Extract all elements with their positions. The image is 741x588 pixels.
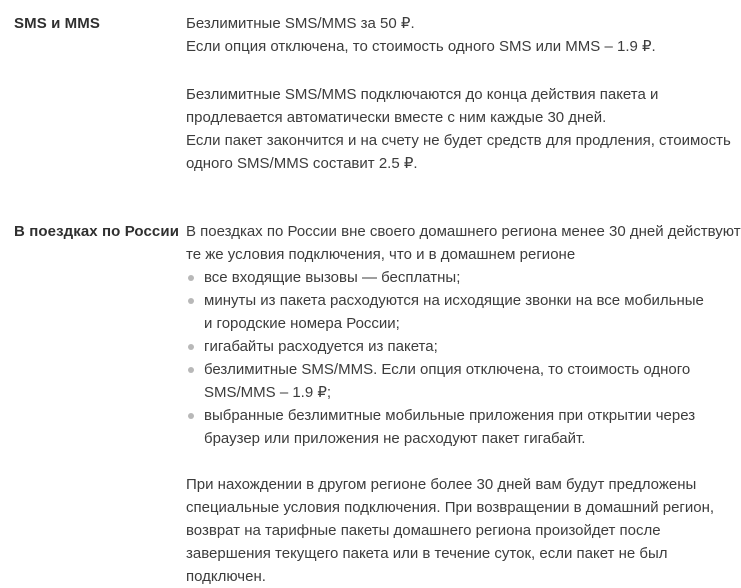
section-content-sms-mms (186, 12, 731, 175)
text-line: При нахождении в другом регионе более 30 дней вам будут предложены (186, 476, 697, 493)
bullet-icon (188, 275, 194, 281)
text-line: возврат на тарифные пакеты домашнего региона произойдет после (186, 522, 661, 539)
text-line: Безлимитные SMS/MMS подключаются до конца действия пакета и (186, 86, 659, 103)
text-line: Если пакет закончится и на счету не будет средств для продления, стоимость (186, 132, 731, 149)
section-travel-russia (14, 220, 741, 588)
paragraph (186, 12, 731, 58)
paragraph (186, 473, 741, 588)
list-item (186, 404, 741, 450)
text-line: завершения текущего пакета или в течение суток, если пакет не был (186, 545, 668, 562)
bullet-icon (188, 367, 194, 373)
list-item (186, 266, 741, 289)
list-item-text (204, 335, 741, 358)
text-line: браузер или приложения не расходуют пакет гигабайт. (204, 430, 586, 447)
section-content-travel-russia (186, 220, 741, 588)
section-label-sms-mms: SMS и MMS (14, 15, 100, 32)
text-line: Если опция отключена, то стоимость одного SMS или MMS – 1.9 ₽. (186, 38, 656, 55)
bullet-icon (188, 413, 194, 419)
text-line: и городские номера России; (204, 315, 400, 332)
text-line: Безлимитные SMS/MMS за 50 ₽. (186, 15, 415, 32)
text-line: продлевается автоматически вместе с ним каждые 30 дней. (186, 109, 607, 126)
bullet-icon (188, 344, 194, 350)
list-item-text (204, 289, 741, 335)
section-label-travel-russia: В поездках по России (14, 223, 180, 240)
bullet-icon (188, 298, 194, 304)
list-item-text (204, 266, 741, 289)
text-line: те же условия подключения, что и в домашнем регионе (186, 246, 576, 263)
paragraph (186, 220, 741, 266)
text-line: подключен. (186, 568, 266, 585)
text-line: минуты из пакета расходуются на исходящие звонки на все мобильные (204, 292, 704, 309)
list-item (186, 358, 741, 404)
text-line: В поездках по России вне своего домашнего региона менее 30 дней действуют (186, 223, 741, 240)
list-item-text (204, 404, 741, 450)
list-item (186, 289, 741, 335)
section-sms-mms (14, 12, 731, 175)
list-item (186, 335, 741, 358)
text-line: безлимитные SMS/MMS. Если опция отключена, то стоимость одного (204, 361, 691, 378)
conditions-bullet-list (186, 266, 741, 450)
paragraph (186, 83, 731, 175)
text-line: одного SMS/MMS составит 2.5 ₽. (186, 155, 418, 172)
text-line: SMS/MMS – 1.9 ₽; (204, 384, 332, 401)
text-line: выбранные безлимитные мобильные приложения при открытии через (204, 407, 696, 424)
text-line: гигабайты расходуется из пакета; (204, 338, 438, 355)
text-line: все входящие вызовы — бесплатны; (204, 269, 461, 286)
list-item-text (204, 358, 741, 404)
text-line: специальные условия подключения. При возвращении в домашний регион, (186, 499, 715, 516)
